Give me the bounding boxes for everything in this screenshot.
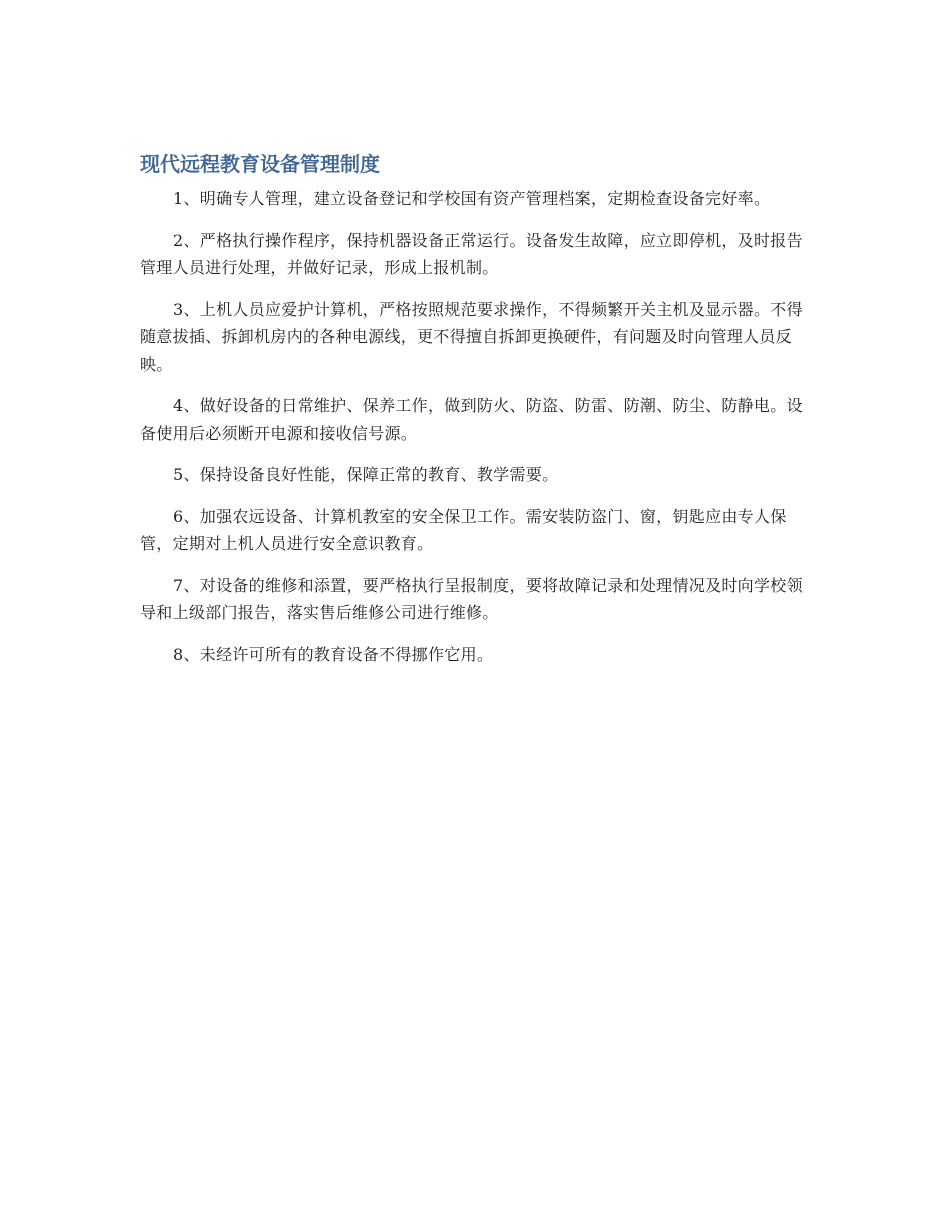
rule-paragraph-2: 2、严格执行操作程序，保持机器设备正常运行。设备发生故障，应立即停机，及时报告管理人员进行处理，并做好记录，形成上报机制。	[140, 230, 803, 277]
rule-paragraph-4: 4、做好设备的日常维护、保养工作，做到防火、防盗、防雷、防潮、防尘、防静电。设备使用后必须断开电源和接收信号源。	[140, 396, 803, 443]
rule-paragraph-6: 6、加强农远设备、计算机教室的安全保卫工作。需安装防盗门、窗，钥匙应由专人保管，定期对上机人员进行安全意识教育。	[140, 506, 787, 553]
rule-paragraph-5: 5、保持设备良好性能，保障正常的教育、教学需要。	[173, 465, 559, 484]
document-title: 现代远程教育设备管理制度	[140, 152, 380, 176]
rule-paragraph-8: 8、未经许可所有的教育设备不得挪作它用。	[173, 644, 494, 664]
document-body	[140, 148, 812, 682]
rule-paragraph-3: 3、上机人员应爱护计算机，严格按照规范要求操作，不得频繁开关主机及显示器。不得随意拔插、拆卸机房内的各种电源线，更不得擅自拆卸更换硬件，有问题及时向管理人员反映。	[140, 299, 803, 374]
rule-paragraph-7: 7、对设备的维修和添置，要严格执行呈报制度，要将故障记录和处理情况及时向学校领导和上级部门报告，落实售后维修公司进行维修。	[140, 575, 803, 622]
rule-paragraph-1: 1、明确专人管理，建立设备登记和学校国有资产管理档案，定期检查设备完好率。	[173, 189, 771, 208]
